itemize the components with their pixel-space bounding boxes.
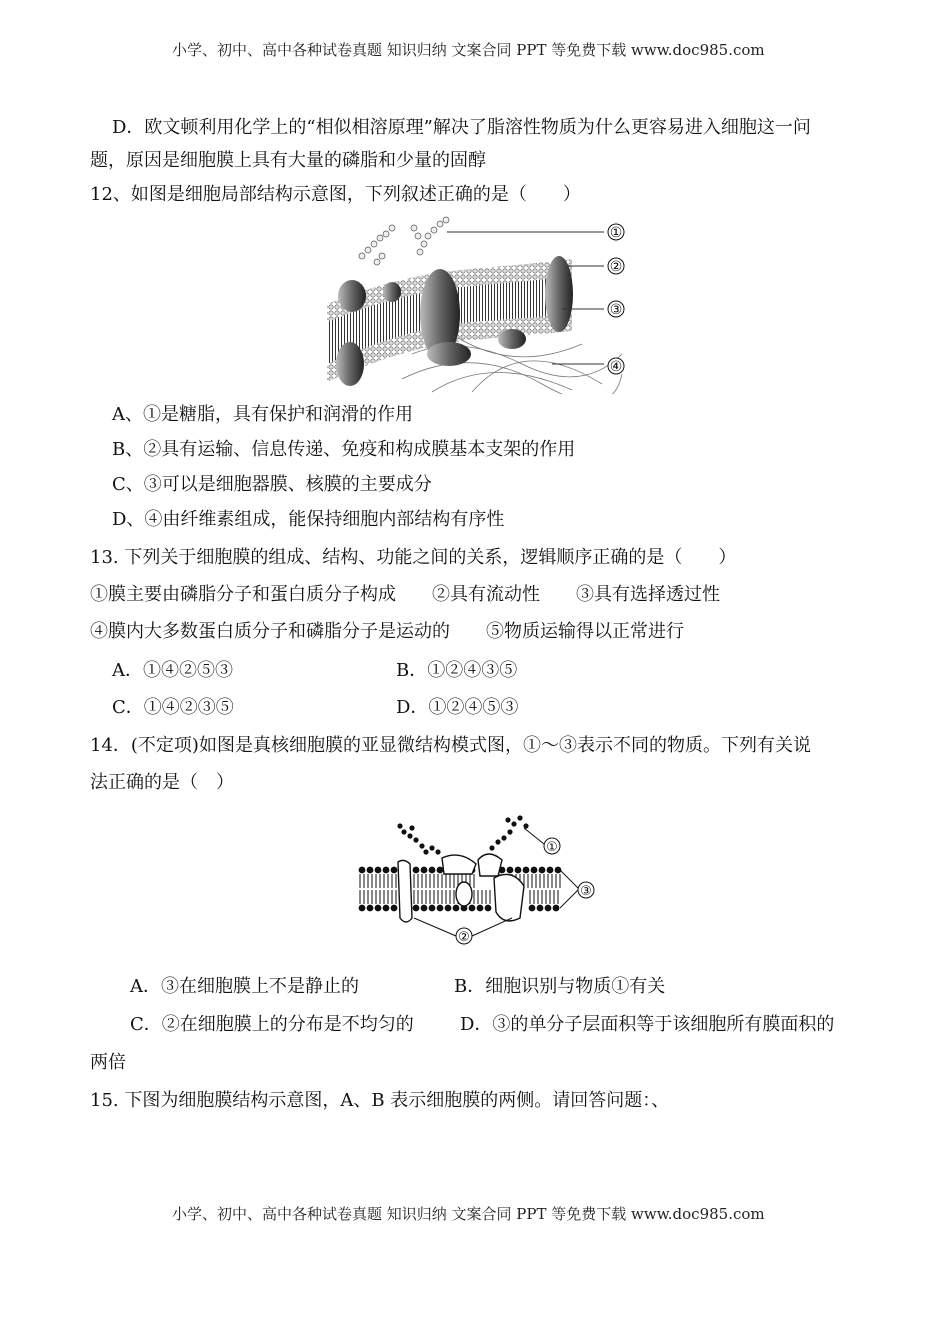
fig2-label-1: ①	[546, 840, 558, 855]
q11-option-d-line2: 题，原因是细胞膜上具有大量的磷脂和少量的固醇	[90, 150, 486, 171]
page-footer: 小学、初中、高中各种试卷真题 知识归纳 文案合同 PPT 等免费下载 www.doc985.com	[172, 1205, 765, 1223]
q14-option-b: B．细胞识别与物质①有关	[454, 976, 666, 997]
fig1-label-2: ②	[609, 259, 623, 275]
q12-option-a: A、①是糖脂，具有保护和润滑的作用	[112, 404, 413, 425]
q14-stem-line1: 14．(不定项)如图是真核细胞膜的亚显微结构模式图，①～③表示不同的物质。下列有关说	[90, 735, 811, 756]
fig1-label-4: ④	[609, 359, 623, 375]
cell-membrane-figure-1	[322, 214, 632, 394]
q13-items-line1: ①膜主要由磷脂分子和蛋白质分子构成 ②具有流动性 ③具有选择透过性	[90, 584, 720, 605]
q13-items-line2: ④膜内大多数蛋白质分子和磷脂分子是运动的 ⑤物质运输得以正常进行	[90, 621, 684, 642]
q13-option-a: A．①④②⑤③	[112, 660, 233, 681]
q14-option-d-cont: 两倍	[90, 1052, 126, 1073]
cell-membrane-figure-2	[352, 808, 602, 950]
q13-option-d: D．①②④⑤③	[396, 697, 519, 718]
q15-stem: 15. 下图为细胞膜结构示意图，A、B 表示细胞膜的两侧。请回答问题：、	[90, 1090, 670, 1111]
q12-option-c: C、③可以是细胞器膜、核膜的主要成分	[112, 474, 432, 495]
q11-option-d-line1: D．欧文顿利用化学上的“相似相溶原理”解决了脂溶性物质为什么更容易进入细胞这一问	[112, 117, 811, 138]
fig2-label-2: ②	[458, 930, 470, 945]
q13-option-b: B．①②④③⑤	[396, 660, 518, 681]
q12-option-d: D、④由纤维素组成，能保持细胞内部结构有序性	[112, 509, 505, 530]
q14-option-d: D．③的单分子层面积等于该细胞所有膜面积的	[460, 1014, 835, 1035]
q13-option-c: C．①④②③⑤	[112, 697, 234, 718]
q14-option-a: A．③在细胞膜上不是静止的	[130, 976, 359, 997]
q12-option-b: B、②具有运输、信息传递、免疫和构成膜基本支架的作用	[112, 439, 576, 460]
q14-option-c: C．②在细胞膜上的分布是不均匀的	[130, 1014, 414, 1035]
page-header: 小学、初中、高中各种试卷真题 知识归纳 文案合同 PPT 等免费下载 www.doc985.com	[172, 41, 765, 59]
q14-stem-line2: 法正确的是（ ）	[90, 772, 234, 793]
fig1-label-1: ①	[609, 225, 623, 241]
fig2-label-3: ③	[580, 884, 592, 899]
q13-stem: 13. 下列关于细胞膜的组成、结构、功能之间的关系，逻辑顺序正确的是（ ）	[90, 547, 737, 568]
q12-stem: 12、如图是细胞局部结构示意图，下列叙述正确的是（ ）	[90, 184, 581, 205]
fig1-label-3: ③	[609, 302, 623, 318]
